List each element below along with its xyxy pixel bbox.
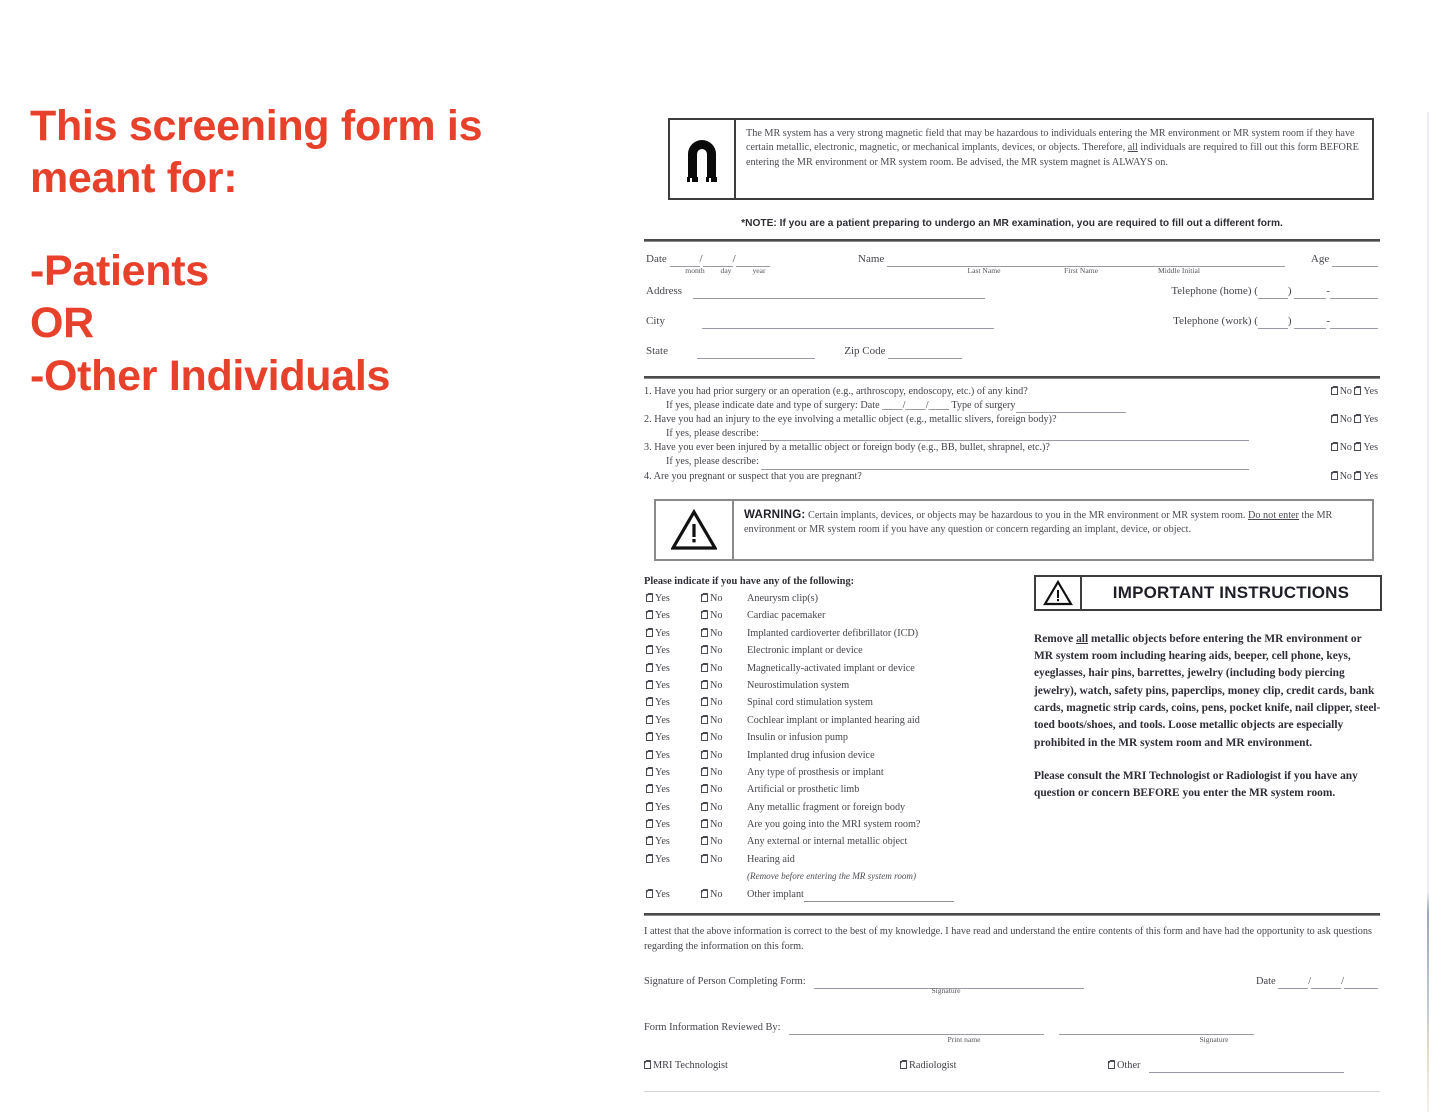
checklist-yes-label-9: Yes — [655, 749, 670, 761]
checklist-yes-1[interactable] — [646, 609, 670, 623]
state-input[interactable] — [697, 347, 815, 359]
question-4-no-label: No — [1339, 470, 1352, 482]
checkbox-yes-icon[interactable] — [646, 855, 653, 863]
warning-text — [734, 501, 1372, 559]
date-label: Date — [646, 253, 667, 266]
checklist-item-note-15: (Remove before entering the MR system room) — [747, 871, 917, 882]
question-row-1-followup — [644, 399, 1380, 413]
important-instructions — [1014, 575, 1382, 905]
checklist-title: Please indicate if you have any of the following: — [644, 575, 855, 587]
checklist-no-label-4: No — [710, 662, 723, 674]
checklist-yes-7[interactable] — [646, 714, 670, 728]
question-3-answers — [1331, 441, 1378, 455]
checklist-row — [644, 835, 1014, 852]
checklist-item-label-11: Artificial or prosthetic limb — [747, 784, 860, 796]
question-1-followup-text: If yes, please indicate date and type of surgery: Date ____/____/____ Type of surgery — [666, 400, 1016, 412]
checklist-row — [644, 714, 1014, 731]
warning-triangle-icon — [656, 501, 734, 559]
checklist-row — [644, 818, 1014, 835]
role-other-label: Other — [1117, 1059, 1141, 1071]
checklist-no-label-1: No — [710, 610, 723, 622]
checkbox-yes-icon[interactable] — [646, 594, 653, 602]
warning-box — [654, 499, 1374, 561]
checklist-yes-label-12: Yes — [655, 801, 670, 813]
lead-line-3: -Patients — [30, 246, 209, 295]
question-2-describe-input[interactable] — [761, 429, 1249, 441]
checklist-item-label-7: Cochlear implant or implanted hearing aid — [747, 714, 920, 726]
phone-home-label: Telephone (home) — [1171, 285, 1252, 298]
question-2-text — [644, 413, 1380, 427]
checklist-no-label-3: No — [710, 645, 723, 657]
checkbox-no-icon[interactable] — [701, 803, 708, 811]
checklist-item-label-10: Any type of prosthesis or implant — [747, 766, 884, 778]
checklist-no-label-10: No — [710, 766, 723, 778]
checkbox-yes-icon[interactable] — [646, 646, 653, 654]
reviewer-roles-row — [636, 1059, 1388, 1081]
checklist-yes-label-3: Yes — [655, 645, 670, 657]
checklist-item-label-6: Spinal cord stimulation system — [747, 697, 873, 709]
checkbox-yes-icon[interactable] — [646, 664, 653, 672]
question-3-no-checkbox[interactable] — [1331, 443, 1338, 451]
question-1-yes-label: Yes — [1363, 386, 1378, 398]
address-input[interactable] — [693, 287, 985, 299]
checklist-no-9[interactable] — [701, 749, 722, 763]
signature-date-day-input[interactable] — [1311, 977, 1341, 989]
age-label: Age — [1310, 253, 1330, 266]
checklist-row — [644, 696, 1014, 713]
question-4-answers — [1331, 470, 1378, 484]
checklist-row — [644, 801, 1014, 818]
signature-sub-label: Signature — [931, 985, 961, 995]
checklist-row — [644, 627, 1014, 644]
question-1-number: 1. — [644, 386, 652, 398]
instructions-title: IMPORTANT INSTRUCTIONS — [1112, 582, 1350, 602]
phone-work-area-input[interactable] — [1258, 317, 1288, 329]
checklist-yes-label-0: Yes — [655, 592, 670, 604]
checklist-row — [644, 679, 1014, 696]
checklist-yes-3[interactable] — [646, 644, 670, 658]
instructions-header — [1034, 575, 1382, 611]
checkbox-no-icon[interactable] — [701, 890, 708, 898]
checkbox-yes-icon[interactable] — [646, 890, 653, 898]
checklist-no-7[interactable] — [701, 714, 722, 728]
instructions-body — [1034, 631, 1382, 803]
question-3-no-label: No — [1339, 442, 1352, 454]
question-1-body: Have you had prior surgery or an operation (e.g., arthroscopy, endoscopy, etc.) of any kind? — [654, 386, 1028, 398]
checkbox-no-icon[interactable] — [701, 837, 708, 845]
checklist-row — [644, 749, 1014, 766]
checklist-yes-16[interactable] — [646, 888, 670, 902]
checkbox-no-icon[interactable] — [701, 698, 708, 706]
name-sub-first: First Name — [1064, 266, 1098, 276]
phone-home-area-input[interactable] — [1258, 287, 1288, 299]
checkbox-no-icon[interactable] — [701, 820, 708, 828]
checklist-item-label-15: Hearing aid — [747, 853, 795, 865]
checklist-item-label-13: Are you going into the MRI system room? — [747, 819, 921, 831]
checklist-no-5[interactable] — [701, 679, 722, 693]
checkbox-no-icon[interactable] — [701, 751, 708, 759]
reviewed-signature-input[interactable] — [1059, 1023, 1254, 1035]
checklist-row — [644, 662, 1014, 679]
checklist-no-label-11: No — [710, 784, 723, 796]
checklist-item-label-12: Any metallic fragment or foreign body — [747, 801, 906, 813]
checklist-yes-label-5: Yes — [655, 679, 670, 691]
checklist-no-11[interactable] — [701, 783, 722, 797]
lead-line-5: -Other Individuals — [30, 351, 391, 400]
checklist-yes-label-10: Yes — [655, 766, 670, 778]
question-4-yes-checkbox[interactable] — [1354, 472, 1361, 480]
checklist-no-label-7: No — [710, 714, 723, 726]
question-row-2-followup — [644, 427, 1380, 441]
page-edge-strip — [1427, 112, 1429, 1112]
checklist-no-15[interactable] — [701, 853, 722, 867]
checklist-no-16[interactable] — [701, 888, 722, 902]
checklist-item-label-3: Electronic implant or device — [747, 645, 863, 657]
question-row-1 — [644, 385, 1380, 399]
checklist-no-4[interactable] — [701, 662, 722, 676]
role-other-input[interactable] — [1149, 1061, 1344, 1073]
checkbox-yes-icon[interactable] — [646, 716, 653, 724]
zip-input[interactable] — [888, 347, 962, 359]
warning-part2: the MR environment or MR system room if you have any question or concern regarding an implant, device, or object. — [744, 509, 1333, 536]
lead-spacer — [30, 205, 590, 245]
checklist-yes-10[interactable] — [646, 766, 670, 780]
attestation-text: I attest that the above information is correct to the best of my knowledge. I have read and understand the entire contents of this form and have had the opportunity to ask questions regarding the information on this form. — [644, 926, 1372, 952]
checkbox-no-icon[interactable] — [701, 594, 708, 602]
implant-checklist — [644, 575, 1014, 905]
checklist-row — [644, 592, 1014, 609]
checkbox-yes-icon[interactable] — [646, 733, 653, 741]
question-1-no-checkbox[interactable] — [1331, 387, 1338, 395]
date-sub-day: day — [720, 266, 732, 276]
signature-row: Signature of Person Completing Form: Signature Date / / — [636, 971, 1388, 1001]
checklist-item-label-16: Other implant — [747, 888, 804, 900]
checklist-yes-label-4: Yes — [655, 662, 670, 674]
checklist-yes-label-11: Yes — [655, 784, 670, 796]
question-2-followup-text: If yes, please describe: — [666, 428, 759, 440]
date-sub-year: year — [752, 266, 766, 276]
question-2-followup — [644, 427, 1380, 441]
phone-home-number-input[interactable] — [1330, 287, 1378, 299]
checklist-no-12[interactable] — [701, 801, 722, 815]
question-3-yes-checkbox[interactable] — [1354, 443, 1361, 451]
checklist-row-note — [644, 870, 1014, 887]
checklist-yes-5[interactable] — [646, 679, 670, 693]
checklist-no-label-9: No — [710, 749, 723, 761]
question-1-no-label: No — [1339, 386, 1352, 398]
question-3-text — [644, 441, 1380, 455]
magnet-notice-box — [668, 118, 1374, 200]
checklist-yes-14[interactable] — [646, 835, 670, 849]
mid-section — [636, 575, 1388, 905]
question-row-3-followup — [644, 455, 1380, 469]
checklist-no-label-0: No — [710, 592, 723, 604]
phone-home-prefix-input[interactable] — [1294, 287, 1326, 299]
checkbox-yes-icon[interactable] — [646, 785, 653, 793]
checklist-item-label-4: Magnetically-activated implant or device — [747, 662, 915, 674]
role-radiologist-label: Radiologist — [909, 1059, 957, 1071]
checklist-row — [644, 888, 1014, 905]
checklist-no-label-2: No — [710, 627, 723, 639]
checkbox-no-icon[interactable] — [701, 611, 708, 619]
checklist-no-label-13: No — [710, 819, 723, 831]
checklist-yes-label-13: Yes — [655, 819, 670, 831]
demo-row-address-phone-home: Address Telephone (home) ( ) - — [644, 278, 1380, 308]
checklist-no-1[interactable] — [701, 609, 722, 623]
checklist-yes-12[interactable] — [646, 801, 670, 815]
mr-screening-form — [636, 118, 1388, 1108]
reviewed-by-label: Form Information Reviewed By: — [644, 1021, 781, 1033]
checklist-yes-label-14: Yes — [655, 836, 670, 848]
question-2-answers — [1331, 413, 1378, 427]
checklist-row — [644, 731, 1014, 748]
checkbox-yes-icon[interactable] — [646, 820, 653, 828]
question-3-followup — [644, 455, 1380, 469]
role-radiologist-checkbox[interactable] — [900, 1061, 907, 1069]
checklist-yes-6[interactable] — [646, 696, 670, 710]
phone-work-number-input[interactable] — [1330, 317, 1378, 329]
checklist-yes-13[interactable] — [646, 818, 670, 832]
age-input[interactable] — [1332, 255, 1378, 267]
checkbox-no-icon[interactable] — [701, 733, 708, 741]
checklist-yes-11[interactable] — [646, 783, 670, 797]
checklist-yes-label-6: Yes — [655, 697, 670, 709]
checklist-row — [644, 609, 1014, 626]
checklist-no-2[interactable] — [701, 627, 722, 641]
checklist-no-label-5: No — [710, 679, 723, 691]
question-3-number: 3. — [644, 442, 652, 454]
checkbox-yes-icon[interactable] — [646, 803, 653, 811]
checklist-yes-4[interactable] — [646, 662, 670, 676]
checklist-item-label-9: Implanted drug infusion device — [747, 749, 875, 761]
checklist-no-14[interactable] — [701, 835, 722, 849]
question-row-2 — [644, 413, 1380, 427]
reviewed-print-name-input[interactable] — [789, 1023, 1044, 1035]
signature-label: Signature of Person Completing Form: — [644, 975, 806, 987]
demo-row-state-zip — [644, 338, 1380, 360]
checklist-no-6[interactable] — [701, 696, 722, 710]
role-other-checkbox[interactable] — [1108, 1061, 1115, 1069]
question-3-describe-input[interactable] — [761, 458, 1249, 470]
question-3-followup-text: If yes, please describe: — [666, 456, 759, 468]
checklist-item-16-wrap — [747, 888, 954, 902]
checkbox-no-icon[interactable] — [701, 646, 708, 654]
checkbox-yes-icon[interactable] — [646, 837, 653, 845]
checklist-row — [644, 644, 1014, 661]
checklist-no-label-12: No — [710, 801, 723, 813]
checklist-no-10[interactable] — [701, 766, 722, 780]
warning-underline: Do not enter — [1248, 509, 1299, 521]
questions-block — [636, 379, 1388, 487]
name-sub-last: Last Name — [967, 266, 1001, 276]
question-2-body: Have you had an injury to the eye involving a metallic object (e.g., metallic slivers, foreign body)? — [654, 414, 1057, 426]
phone-work-prefix-input[interactable] — [1294, 317, 1326, 329]
lead-heading-block — [30, 100, 590, 402]
instructions-p1-underline: all — [1076, 632, 1089, 645]
checkbox-yes-icon[interactable] — [646, 768, 653, 776]
checklist-item-label-8: Insulin or infusion pump — [747, 732, 849, 744]
role-technologist-checkbox[interactable] — [644, 1061, 651, 1069]
lead-line-1: This screening form is — [30, 102, 483, 150]
lead-line-2: meant for: — [30, 154, 238, 203]
instructions-paragraph-1 — [1034, 631, 1382, 752]
checkbox-no-icon[interactable] — [701, 629, 708, 637]
state-label: State — [646, 345, 668, 358]
warning-label: WARNING: — [744, 507, 806, 521]
name-sub-middle: Middle Initial — [1158, 266, 1200, 276]
question-3-yes-label: Yes — [1363, 442, 1378, 454]
signature-date-year-input[interactable] — [1344, 977, 1378, 989]
checklist-yes-15[interactable] — [646, 853, 670, 867]
checklist-item-label-2: Implanted cardioverter defibrillator (ICD) — [747, 627, 919, 639]
instructions-p1-part2: metallic objects before entering the MR environment or MR system room including hearing aids, beeper, cell phone, keys, eyeglasses, hair pins, barrettes, jewelry (including body piercing jewelry), watch, safety pins, paperclips, money clip, credit cards, bank cards, magnetic strip cards, coins, pens, pocket knife, nail clipper, steel-toed boots/shoes, and tools. Loose metallic objects are especially prohibited in the MR system room and MR environment. — [1034, 632, 1381, 749]
checklist-yes-label-1: Yes — [655, 610, 670, 622]
checkbox-no-icon[interactable] — [701, 768, 708, 776]
city-label: City — [646, 315, 665, 328]
magnet-notice-part1: The MR system has a very strong magnetic field that may be hazardous to individuals entering the MR environment or MR system room if they have certain metallic, electronic, magnetic, or mechanical implants, devices, or objects. Therefore, — [746, 128, 1355, 154]
checklist-no-8[interactable] — [701, 731, 722, 745]
checklist-row — [644, 853, 1014, 870]
checklist-no-label-16: No — [710, 888, 723, 900]
zip-label: Zip Code — [844, 345, 886, 358]
checklist-no-label-6: No — [710, 697, 723, 709]
checklist-item-label-1: Cardiac pacemaker — [747, 610, 826, 622]
demographics-block — [636, 242, 1388, 368]
instructions-p1-part1: Remove — [1034, 632, 1077, 645]
question-1-answers — [1331, 385, 1378, 399]
question-1-text — [644, 385, 1380, 399]
checklist-no-13[interactable] — [701, 818, 722, 832]
question-2-yes-checkbox[interactable] — [1354, 415, 1361, 423]
checklist-no-3[interactable] — [701, 644, 722, 658]
checkbox-no-icon[interactable] — [701, 716, 708, 724]
checklist-row — [644, 766, 1014, 783]
checklist-yes-label-2: Yes — [655, 627, 670, 639]
magnet-notice-part2: individuals are required to fill out this form BEFORE entering the MR environment or MR system room. Be advised, the MR system magnet is ALWAYS on. — [746, 142, 1359, 168]
checklist-item-label-5: Neurostimulation system — [747, 679, 850, 691]
question-3-body: Have you ever been injured by a metallic object or foreign body (e.g., BB, bullet, shrapnel, etc.)? — [654, 442, 1050, 454]
checklist-item-label-14: Any external or internal metallic object — [747, 836, 908, 848]
checklist-yes-0[interactable] — [646, 592, 670, 606]
role-technologist-label: MRI Technologist — [653, 1059, 728, 1071]
question-2-number: 2. — [644, 414, 652, 426]
checklist-no-label-8: No — [710, 732, 723, 744]
checklist-item-label-0: Aneurysm clip(s) — [747, 592, 819, 604]
checklist-yes-label-15: Yes — [655, 853, 670, 865]
question-4-yes-label: Yes — [1363, 470, 1378, 482]
question-1-yes-checkbox[interactable] — [1354, 387, 1361, 395]
question-1-followup — [644, 399, 1380, 413]
different-form-note: *NOTE: If you are a patient preparing to undergo an MR examination, you are required to fill out a different form. — [741, 218, 1283, 229]
question-4-text — [644, 470, 1380, 484]
checkbox-no-icon[interactable] — [701, 681, 708, 689]
magnet-notice-underline: all — [1127, 142, 1138, 154]
name-label: Name — [858, 253, 885, 266]
reviewed-sub-signature: Signature — [1199, 1034, 1229, 1044]
lead-line-4: OR — [30, 299, 94, 348]
question-2-yes-label: Yes — [1363, 414, 1378, 426]
checklist-yes-label-7: Yes — [655, 714, 670, 726]
reviewed-by-row — [636, 1019, 1388, 1049]
horseshoe-magnet-icon — [670, 120, 736, 198]
warning-part1: Certain implants, devices, or objects may be hazardous to you in the MR environment or MR system room. — [805, 509, 1249, 521]
reviewed-sub-print-name: Print name — [947, 1034, 981, 1044]
checkbox-yes-icon[interactable] — [646, 698, 653, 706]
checkbox-no-icon[interactable] — [701, 785, 708, 793]
question-2-no-label: No — [1339, 414, 1352, 426]
question-4-number: 4. — [644, 470, 652, 482]
checklist-no-label-14: No — [710, 836, 723, 848]
phone-work-label: Telephone (work) — [1173, 315, 1252, 328]
question-4-no-checkbox[interactable] — [1331, 472, 1338, 480]
date-sub-month: month — [685, 266, 705, 276]
checkbox-yes-icon[interactable] — [646, 611, 653, 619]
signature-date-label: Date — [1255, 975, 1276, 987]
checklist-yes-label-16: Yes — [655, 888, 670, 900]
checkbox-yes-icon[interactable] — [646, 681, 653, 689]
address-label: Address — [646, 285, 683, 298]
checklist-no-0[interactable] — [701, 592, 722, 606]
question-2-no-checkbox[interactable] — [1331, 415, 1338, 423]
question-row-3 — [644, 441, 1380, 455]
checklist-no-label-15: No — [710, 853, 723, 865]
checklist-yes-label-8: Yes — [655, 732, 670, 744]
checklist-yes-8[interactable] — [646, 731, 670, 745]
signature-date-month-input[interactable] — [1278, 977, 1308, 989]
checkbox-yes-icon[interactable] — [646, 751, 653, 759]
warning-triangle-icon — [1036, 577, 1082, 609]
checkbox-yes-icon[interactable] — [646, 629, 653, 637]
checklist-yes-2[interactable] — [646, 627, 670, 641]
question-1-surgery-type-input[interactable] — [1016, 401, 1126, 413]
demo-row-date-name-age: Date / / month day year Name Last Name First Name Middle Initial Age — [644, 251, 1380, 278]
checklist-yes-9[interactable] — [646, 749, 670, 763]
demo-row-city-phone-work: City Telephone (work) ( ) - — [644, 308, 1380, 338]
magnet-notice-text — [736, 120, 1372, 198]
checkbox-no-icon[interactable] — [701, 855, 708, 863]
checklist-row — [644, 783, 1014, 800]
question-4-body: Are you pregnant or suspect that you are pregnant? — [653, 470, 862, 482]
instructions-paragraph-2: Please consult the MRI Technologist or Radiologist if you have any question or concern BEFORE you enter the MR system room. — [1034, 769, 1358, 800]
other-implant-input[interactable] — [804, 891, 954, 902]
checkbox-no-icon[interactable] — [701, 664, 708, 672]
form-bottom-divider — [644, 1091, 1380, 1092]
city-input[interactable] — [702, 317, 994, 329]
question-row-4 — [644, 470, 1380, 484]
